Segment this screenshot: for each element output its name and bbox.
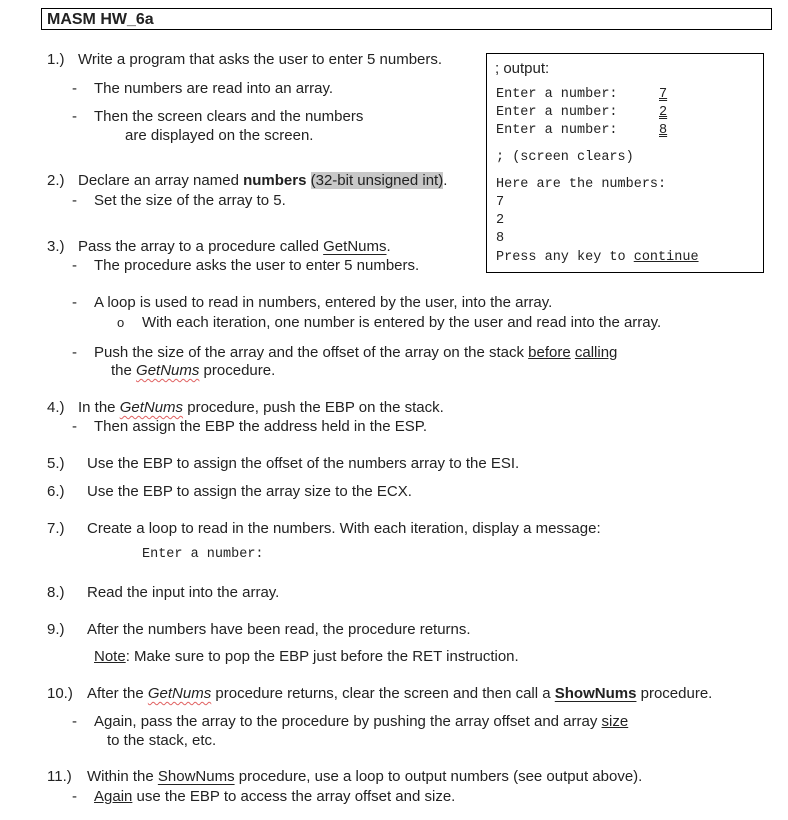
output-prompt-3: Enter a number: — [496, 123, 618, 138]
item-3-b3-pre: Push the size of the array and the offset of the array on the stack — [94, 344, 529, 361]
item-8-text: Read the input into the array. — [87, 584, 280, 601]
item-6-text: Use the EBP to assign the array size to the ECX. — [87, 483, 412, 500]
item-10-post: procedure. — [636, 685, 713, 702]
item-7-number: 7.) — [47, 520, 65, 537]
continue-word: continue — [633, 250, 699, 265]
item-4-text — [78, 399, 444, 417]
output-box — [486, 53, 764, 273]
item-3-bullet-3b — [111, 362, 275, 380]
item-10-bold: ShowNums — [554, 685, 637, 702]
note-label: Note — [94, 648, 126, 665]
output-here-are: Here are the numbers: — [496, 177, 667, 192]
item-10-bullet-1 — [94, 713, 628, 731]
output-number-1: 7 — [496, 195, 505, 210]
item-1-bullet-2a: Then the screen clears and the numbers — [94, 108, 364, 125]
item-9-number: 9.) — [47, 621, 65, 638]
item-3-bullet-1: The procedure asks the user to enter 5 numbers. — [94, 257, 420, 274]
output-value-3: 8 — [659, 123, 668, 138]
item-3-bullet-3 — [94, 344, 617, 362]
item-5-number: 5.) — [47, 455, 65, 472]
dash-bullet: - — [72, 108, 77, 125]
item-2-number: 2.) — [47, 172, 65, 189]
item-3-bullet-2: A loop is used to read in numbers, entered by the user, into the array. — [94, 294, 553, 311]
press-key-text: Press any key to — [496, 250, 634, 265]
item-9-note — [94, 648, 519, 666]
item-6-number: 6.) — [47, 483, 65, 500]
item-4-number: 4.) — [47, 399, 65, 416]
dash-bullet: - — [72, 788, 77, 805]
item-2-pre: Declare an array named — [78, 172, 244, 189]
page-title: MASM HW_6a — [47, 11, 154, 28]
item-11-proc: ShowNums — [157, 768, 235, 785]
item-10-bullet-1b: to the stack, etc. — [107, 732, 217, 749]
circle-bullet: o — [117, 315, 125, 330]
item-2-highlight: (32-bit unsigned int) — [310, 172, 444, 189]
output-press-key — [496, 249, 699, 267]
item-1-bullet-2b: are displayed on the screen. — [125, 127, 314, 144]
item-10-b1-pre: Again, pass the array to the procedure by pushing the array offset and array — [94, 713, 602, 730]
again-word: Again — [94, 788, 133, 805]
item-5-text: Use the EBP to assign the offset of the numbers array to the ESI. — [87, 455, 520, 472]
output-number-2: 2 — [496, 213, 505, 228]
dash-bullet: - — [72, 192, 77, 209]
dash-bullet: - — [72, 294, 77, 311]
item-11-number: 11.) — [47, 768, 72, 785]
item-3-text — [78, 238, 391, 256]
item-7-text: Create a loop to read in the numbers. With each iteration, display a message: — [87, 520, 601, 537]
item-3-proc: GetNums — [323, 238, 387, 255]
item-10-proc: GetNums — [147, 685, 212, 702]
output-screen-clears: ; (screen clears) — [496, 150, 634, 165]
item-2-bold: numbers — [243, 172, 307, 189]
output-number-3: 8 — [496, 231, 505, 246]
item-3-b3b-proc: GetNums — [136, 362, 200, 379]
title-box — [41, 8, 772, 30]
size-word: size — [601, 713, 629, 730]
output-value-2: 2 — [659, 105, 668, 120]
item-4-pre: In the — [78, 399, 120, 416]
item-2-post: . — [443, 172, 448, 189]
item-1-bullet-1: The numbers are read into an array. — [94, 80, 334, 97]
calling-word: calling — [574, 344, 618, 361]
item-11-text — [87, 768, 642, 786]
item-3-number: 3.) — [47, 238, 65, 255]
item-4-proc: GetNums — [119, 399, 184, 416]
item-10-text — [87, 685, 712, 703]
dash-bullet: - — [72, 344, 77, 361]
item-3-sub-bullet: With each iteration, one number is entered by the user and read into the array. — [142, 314, 662, 331]
item-10-pre: After the — [87, 685, 148, 702]
item-3-b3b-post: procedure. — [199, 362, 276, 379]
before-word: before — [528, 344, 571, 361]
item-10-number: 10.) — [47, 685, 73, 702]
dash-bullet: - — [72, 257, 77, 274]
item-9-text: After the numbers have been read, the procedure returns. — [87, 621, 471, 638]
output-prompt-1: Enter a number: — [496, 87, 618, 102]
item-3-pre: Pass the array to a procedure called — [78, 238, 324, 255]
item-3-post: . — [386, 238, 391, 255]
item-8-number: 8.) — [47, 584, 65, 601]
dash-bullet: - — [72, 713, 77, 730]
output-prompt-2: Enter a number: — [496, 105, 618, 120]
item-7-code: Enter a number: — [142, 547, 264, 562]
item-1-text: Write a program that asks the user to enter 5 numbers. — [78, 51, 443, 68]
item-11-bullet-1 — [94, 788, 455, 806]
item-3-b3b-pre: the — [111, 362, 137, 379]
item-11-post: procedure, use a loop to output numbers (see output above). — [234, 768, 643, 785]
output-value-1: 7 — [659, 87, 668, 102]
dash-bullet: - — [72, 418, 77, 435]
item-2-text — [78, 172, 447, 190]
item-2-bullet-1: Set the size of the array to 5. — [94, 192, 286, 209]
item-11-b1-post: use the EBP to access the array offset and size. — [132, 788, 456, 805]
item-1-number: 1.) — [47, 51, 65, 68]
output-comment: ; output: — [495, 60, 550, 77]
item-11-pre: Within the — [87, 768, 158, 785]
item-10-mid: procedure returns, clear the screen and then call a — [211, 685, 555, 702]
item-4-post: procedure, push the EBP on the stack. — [183, 399, 444, 416]
dash-bullet: - — [72, 80, 77, 97]
note-text: : Make sure to pop the EBP just before the RET instruction. — [125, 648, 519, 665]
item-4-bullet-1: Then assign the EBP the address held in the ESP. — [94, 418, 428, 435]
